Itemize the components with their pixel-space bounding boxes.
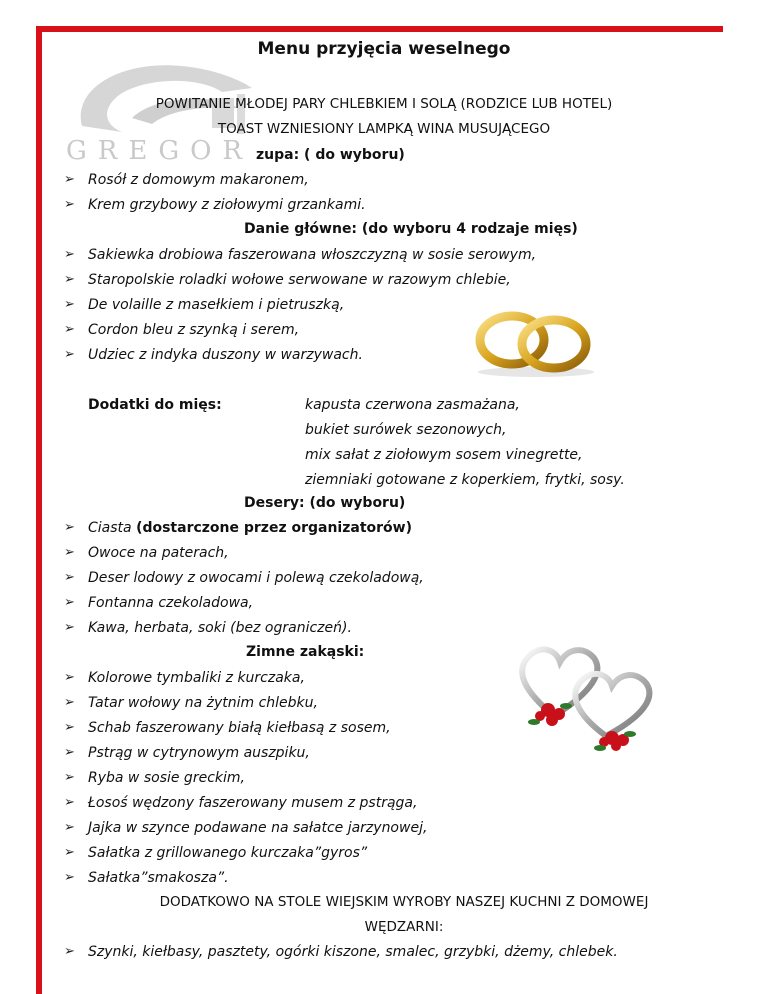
- bullet: ➢: [64, 770, 75, 785]
- desery-item-3: Deser lodowy z owocami i polewą czekoladową,: [88, 570, 424, 586]
- dodatki-item-3: mix sałat z ziołowym sosem vinegrette,: [305, 447, 583, 463]
- zupa-heading: zupa: ( do wyboru): [256, 147, 405, 163]
- red-frame-top: [36, 26, 723, 32]
- intro-line-1: POWITANIE MŁODEJ PARY CHLEBKIEM I SOLĄ (RODZICE LUB HOTEL): [155, 96, 613, 112]
- dodatki-item-4: ziemniaki gotowane z koperkiem, frytki, sosy.: [305, 472, 625, 488]
- page-title: Menu przyjęcia weselnego: [257, 39, 511, 59]
- zakaski-item-4: Pstrąg w cytrynowym auszpiku,: [88, 745, 310, 761]
- zakaski-item-5: Ryba w sosie greckim,: [88, 770, 245, 786]
- wedding-rings-icon: [468, 306, 604, 378]
- danie-item-2: Staropolskie roladki wołowe serwowane w razowym chlebie,: [88, 272, 511, 288]
- bullet: ➢: [64, 720, 75, 735]
- zakaski-item-6: Łosoś wędzony faszerowany musem z pstrąga,: [88, 795, 418, 811]
- bullet: ➢: [64, 322, 75, 337]
- red-frame-left: [36, 26, 42, 994]
- dodatki-item-1: kapusta czerwona zasmażana,: [305, 397, 520, 413]
- bullet: ➢: [64, 745, 75, 760]
- desery-item-2: Owoce na paterach,: [88, 545, 229, 561]
- bullet: ➢: [64, 197, 75, 212]
- dodatkowo-line-2: WĘDZARNI:: [364, 919, 444, 935]
- desery-heading: Desery: (do wyboru): [244, 495, 406, 511]
- danie-item-3: De volaille z masełkiem i pietruszką,: [88, 297, 345, 313]
- bullet: ➢: [64, 247, 75, 262]
- bullet: ➢: [64, 795, 75, 810]
- bullet: ➢: [64, 944, 75, 959]
- danie-item-5: Udziec z indyka duszony w warzywach.: [88, 347, 363, 363]
- bullet: ➢: [64, 670, 75, 685]
- zakaski-item-3: Schab faszerowany białą kiełbasą z sosem,: [88, 720, 391, 736]
- danie-item-1: Sakiewka drobiowa faszerowana włoszczyzną w sosie serowym,: [88, 247, 537, 263]
- zakaski-item-1: Kolorowe tymbaliki z kurczaka,: [88, 670, 305, 686]
- intro-line-2: TOAST WZNIESIONY LAMPKĄ WINA MUSUJĄCEGO: [217, 121, 551, 137]
- bullet: ➢: [64, 570, 75, 585]
- zupa-item-2: Krem grzybowy z ziołowymi grzankami.: [88, 197, 366, 213]
- desery-item-1-note: (dostarczone przez organizatorów): [136, 520, 412, 536]
- bullet: ➢: [64, 520, 75, 535]
- desery-item-1: [88, 519, 412, 537]
- bullet: ➢: [64, 347, 75, 362]
- bullet: ➢: [64, 820, 75, 835]
- zakaski-item-8: Sałatka z grillowanego kurczaka”gyros”: [88, 845, 368, 861]
- zakaski-item-7: Jajka w szynce podawane na sałatce jarzynowej,: [88, 820, 428, 836]
- hearts-roses-icon: [504, 636, 664, 756]
- zakaski-item-2: Tatar wołowy na żytnim chlebku,: [88, 695, 318, 711]
- bullet: ➢: [64, 297, 75, 312]
- danie-heading: Danie główne: (do wyboru 4 rodzaje mięs): [244, 221, 578, 237]
- desery-item-1-text: Ciasta: [88, 520, 137, 536]
- bullet: ➢: [64, 595, 75, 610]
- zakaski-item-9: Sałatka”smakosza”.: [88, 870, 229, 886]
- bullet: ➢: [64, 545, 75, 560]
- bullet: ➢: [64, 695, 75, 710]
- zupa-item-1: Rosół z domowym makaronem,: [88, 172, 309, 188]
- logo-text: GREGOR: [66, 136, 253, 166]
- desery-item-4: Fontanna czekoladowa,: [88, 595, 254, 611]
- bullet: ➢: [64, 620, 75, 635]
- bullet: ➢: [64, 272, 75, 287]
- dodatkowo-item: Szynki, kiełbasy, pasztety, ogórki kiszone, smalec, grzybki, dżemy, chlebek.: [88, 944, 618, 960]
- desery-item-5: Kawa, herbata, soki (bez ograniczeń).: [88, 620, 352, 636]
- bullet: ➢: [64, 870, 75, 885]
- zakaski-heading: Zimne zakąski:: [246, 644, 365, 660]
- dodatki-item-2: bukiet surówek sezonowych,: [305, 422, 507, 438]
- bullet: ➢: [64, 172, 75, 187]
- dodatki-label: Dodatki do mięs:: [88, 397, 222, 413]
- bullet: ➢: [64, 845, 75, 860]
- dodatkowo-line-1: DODATKOWO NA STOLE WIEJSKIM WYROBY NASZEJ KUCHNI Z DOMOWEJ: [159, 894, 649, 910]
- danie-item-4: Cordon bleu z szynką i serem,: [88, 322, 300, 338]
